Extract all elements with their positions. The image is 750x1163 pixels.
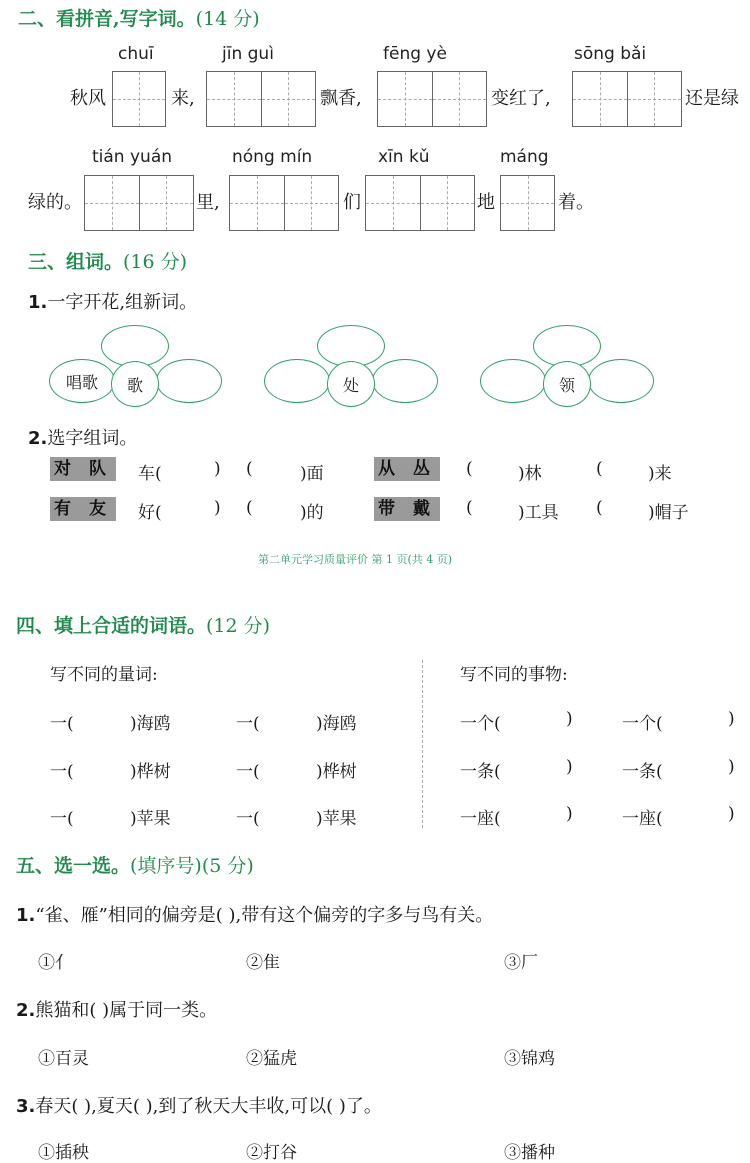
section-4-points: (12 分): [206, 615, 271, 637]
right-column-heading: 写不同的事物:: [460, 665, 568, 685]
char-chip-cong: 从 丛: [374, 457, 440, 481]
q5-1-option-2[interactable]: ②隹: [246, 953, 280, 973]
pinyin-1: chuī: [118, 44, 154, 64]
thing-row2-b: ): [566, 757, 573, 777]
blank-c-close: )林: [518, 464, 542, 484]
flower1-right[interactable]: [156, 359, 222, 403]
writing-box-chui[interactable]: [112, 71, 166, 127]
pinyin-6: nóng mín: [232, 147, 313, 167]
measure-row3-b: )苹果: [130, 809, 171, 829]
pinyin-5: tián yuán: [92, 147, 173, 167]
measure-row1-d: )海鸥: [316, 714, 357, 734]
flower1-center: 歌: [111, 361, 159, 407]
thing-row2-c[interactable]: 一条(: [622, 762, 663, 782]
blank-e-open: 好(: [138, 503, 162, 523]
pinyin-4: sōng bǎi: [574, 44, 647, 64]
section-4-heading: 四、填上合适的词语。: [16, 615, 207, 637]
row2-text-2: 里,: [196, 192, 220, 213]
writing-box-fengye[interactable]: [377, 71, 487, 127]
flower2-left[interactable]: [264, 359, 330, 403]
measure-row3-c[interactable]: 一(: [236, 809, 260, 829]
q5-2-option-2[interactable]: ②猛虎: [246, 1049, 297, 1069]
section-4-title: [16, 611, 270, 638]
thing-row1-d: ): [728, 709, 735, 729]
q5-2-option-1[interactable]: ①百灵: [38, 1049, 89, 1069]
thing-row3-c[interactable]: 一座(: [622, 809, 663, 829]
section-3-heading: 三、组词。: [28, 251, 124, 273]
row2-text-5: 着。: [558, 192, 594, 213]
thing-row3-d: ): [728, 804, 735, 824]
q3-1-number: 1.: [28, 292, 48, 313]
q5-3-text: 春天( ),夏天( ),到了秋天大丰收,可以( )了。: [35, 1096, 382, 1117]
thing-row3-b: ): [566, 804, 573, 824]
section-3-points: (16 分): [123, 251, 188, 273]
measure-row2-b: )桦树: [130, 762, 171, 782]
thing-row2-d: ): [728, 757, 735, 777]
blank-b-open[interactable]: (: [246, 459, 253, 479]
pinyin-8: máng: [500, 147, 549, 167]
flower3-center: 领: [543, 361, 591, 407]
pinyin-7: xīn kǔ: [378, 147, 430, 167]
flower1-left[interactable]: 唱歌: [49, 359, 115, 403]
writing-box-jingui[interactable]: [206, 71, 316, 127]
section-2-points: (14 分): [195, 8, 260, 30]
blank-c-open[interactable]: (: [466, 459, 473, 479]
writing-box-mang[interactable]: [500, 175, 555, 231]
pinyin-3: fēng yè: [383, 44, 447, 64]
section-2-title: [18, 4, 260, 31]
blank-d-open[interactable]: (: [596, 459, 603, 479]
measure-row2-a[interactable]: 一(: [50, 762, 74, 782]
section-5-heading: 五、选一选。: [16, 855, 131, 877]
q5-1-option-3[interactable]: ③厂: [504, 953, 538, 973]
char-chip-you: 有 友: [50, 497, 116, 521]
q5-1-text: “雀、雁”相同的偏旁是( ),带有这个偏旁的字多与鸟有关。: [35, 905, 494, 926]
blank-b-close: )面: [300, 464, 324, 484]
section-5-title: [16, 851, 254, 878]
q5-2: [16, 996, 217, 1022]
writing-box-xinku[interactable]: [365, 175, 475, 231]
measure-row3-d: )苹果: [316, 809, 357, 829]
section-5-points: (填序号)(5 分): [130, 855, 254, 877]
q5-2-option-3[interactable]: ③锦鸡: [504, 1049, 555, 1069]
row1-text-2: 来,: [171, 88, 195, 109]
row2-text-3: 们: [343, 192, 361, 213]
q5-3-option-1[interactable]: ①插秧: [38, 1143, 89, 1163]
thing-row3-a[interactable]: 一座(: [460, 809, 501, 829]
page-footer: 第二单元学习质量评价 第 1 页(共 4 页): [258, 553, 453, 566]
q3-2-text: 选字组词。: [47, 428, 138, 449]
row2-text-4: 地: [477, 192, 495, 213]
measure-row1-b: )海鸥: [130, 714, 171, 734]
blank-d-close: )来: [648, 464, 672, 484]
q5-1-option-1[interactable]: ①亻: [38, 953, 72, 973]
flower3-right[interactable]: [588, 359, 654, 403]
measure-row1-a[interactable]: 一(: [50, 714, 74, 734]
blank-f-open[interactable]: (: [246, 498, 253, 518]
flower2-right[interactable]: [372, 359, 438, 403]
writing-box-nongmin[interactable]: [229, 175, 339, 231]
q5-1-number: 1.: [16, 905, 36, 926]
blank-h-open[interactable]: (: [596, 498, 603, 518]
q5-2-text: 熊猫和( )属于同一类。: [35, 1000, 218, 1021]
q3-1-text: 一字开花,组新词。: [47, 292, 198, 313]
measure-row3-a[interactable]: 一(: [50, 809, 74, 829]
row1-text-5: 还是绿: [685, 88, 739, 109]
q5-3-number: 3.: [16, 1096, 36, 1117]
flower3-left[interactable]: [480, 359, 546, 403]
q5-2-number: 2.: [16, 1000, 36, 1021]
q3-1: [28, 288, 197, 314]
q3-2-number: 2.: [28, 428, 48, 449]
char-chip-dai: 带 戴: [374, 497, 440, 521]
blank-g-open[interactable]: (: [466, 498, 473, 518]
char-chip-dui: 对 队: [50, 457, 116, 481]
pinyin-2: jīn guì: [222, 44, 274, 64]
flower2-center: 处: [327, 361, 375, 407]
q5-1: [16, 901, 493, 927]
thing-row1-b: ): [566, 709, 573, 729]
thing-row1-a[interactable]: 一个(: [460, 714, 501, 734]
row1-text-3: 飘香,: [320, 88, 362, 109]
q5-3: [16, 1092, 382, 1118]
measure-row2-d: )桦树: [316, 762, 357, 782]
q3-2: [28, 424, 137, 450]
row1-text-4: 变红了,: [491, 88, 551, 109]
blank-g-close: )工具: [518, 503, 559, 523]
row1-text-1: 秋风: [70, 88, 106, 109]
section-2-heading: 二、看拼音,写字词。: [18, 8, 196, 30]
left-column-heading: 写不同的量词:: [50, 665, 158, 685]
writing-box-tianyuan[interactable]: [84, 175, 194, 231]
blank-e-close[interactable]: ): [214, 498, 221, 518]
row2-text-1: 绿的。: [28, 192, 82, 213]
blank-a-open: 车(: [138, 464, 162, 484]
measure-row2-c[interactable]: 一(: [236, 762, 260, 782]
section-3-title: [28, 247, 187, 274]
thing-row1-c[interactable]: 一个(: [622, 714, 663, 734]
blank-f-close: )的: [300, 503, 324, 523]
q5-3-option-3[interactable]: ③播种: [504, 1143, 555, 1163]
q5-3-option-2[interactable]: ②打谷: [246, 1143, 297, 1163]
blank-a-close[interactable]: ): [214, 459, 221, 479]
writing-box-songbai[interactable]: [572, 71, 682, 127]
measure-row1-c[interactable]: 一(: [236, 714, 260, 734]
blank-h-close: )帽子: [648, 503, 689, 523]
column-divider: [422, 660, 423, 828]
thing-row2-a[interactable]: 一条(: [460, 762, 501, 782]
